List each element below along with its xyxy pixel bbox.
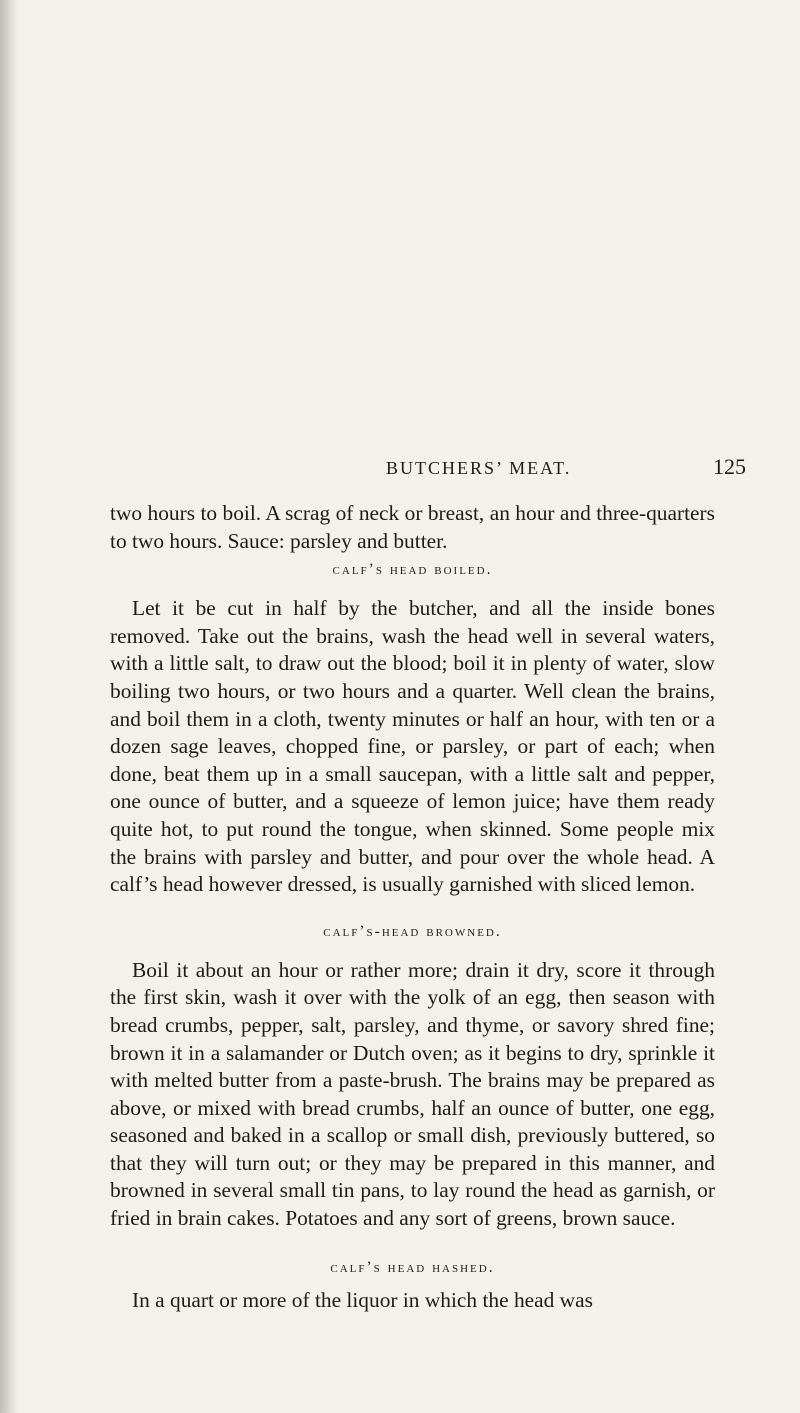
paragraph-calfs-head-browned: Boil it about an hour or rather more; drain it dry, score it through the first skin, wash it over with the yolk of an egg, then season with bread crumbs, pepper, salt, parsley, and thyme, or savory shred fine; brown it in a salamander or Dutch oven; as it begins to dry, sprinkle it with melted butter from a paste-brush. The brains may be prepared as above, or mixed with bread crumbs, half an ounce of butter, one egg, seasoned and baked in a scallop or small dish, previously buttered, so that they will turn out; or they may be prepared in this manner, and browned in several small tin pans, to lay round the head as garnish, or fried in brain cakes. Potatoes and any sort of greens, brown sauce.: [110, 957, 715, 1231]
body-text: [110, 500, 715, 1314]
section-heading-calfs-head-hashed: calf’s head hashed.: [330, 1258, 495, 1276]
page-number: 125: [713, 454, 746, 479]
running-head: BUTCHERS’ MEAT.: [386, 458, 572, 478]
spine-shadow: [0, 0, 18, 1413]
paragraph-calfs-head-hashed: In a quart or more of the liquor in which the head was: [132, 1287, 593, 1312]
section-heading-calfs-head-browned: calf’s-head browned.: [323, 922, 502, 940]
paragraph-continued: two hours to boil. A scrag of neck or breast, an hour and three-quarters to two hours. Sauce: parsley and butter.: [110, 501, 715, 553]
section-heading-calfs-head-boiled: calf’s head boiled.: [332, 561, 493, 579]
paragraph-calfs-head-boiled: Let it be cut in half by the butcher, and all the inside bones removed. Take out the brains, wash the head well in several waters, with a little salt, to draw out the blood; boil it in plenty of water, slow boiling two hours, or two hours and a quarter. Well clean the brains, and boil them in a cloth, twenty minutes or half an hour, with ten or a dozen sage leaves, chopped fine, or parsley, or part of each; when done, beat them up in a small saucepan, with a little salt and pepper, one ounce of butter, and a squeeze of lemon juice; have them ready quite hot, to put round the tongue, when skinned. Some people mix the brains with parsley and butter, and pour over the whole head. A calf’s head however dressed, is usually garnished with sliced lemon.: [110, 596, 715, 897]
